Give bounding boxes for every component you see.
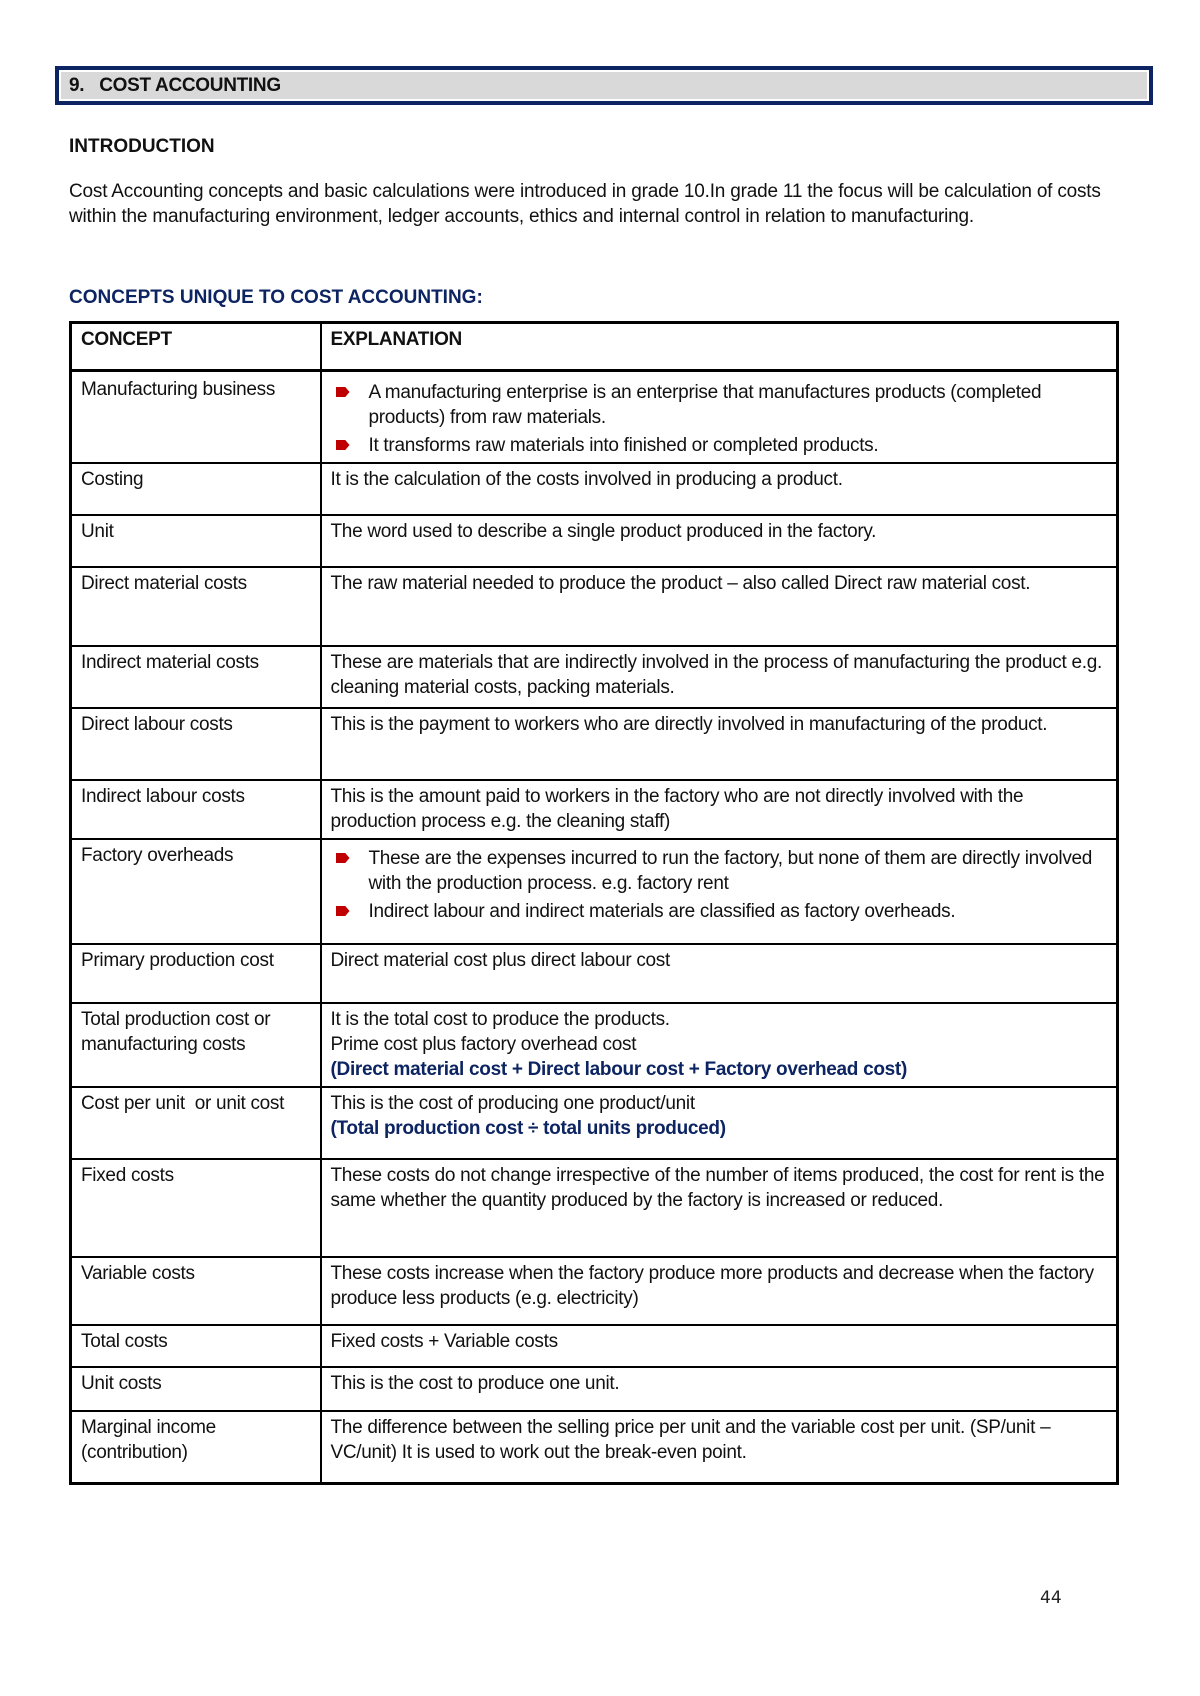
section-header [55, 66, 1153, 105]
explanation-line: This is the cost of producing one product/unit [330, 1093, 695, 1114]
red-arrow-bullet-icon [336, 906, 350, 916]
explanation-cell: These are materials that are indirectly involved in the process of manufacturing the product e.g. cleaning material costs, packing materials. [321, 646, 1118, 708]
concept-cell: Primary production cost [71, 944, 321, 1003]
table-row [71, 839, 1118, 944]
concept-cell: Variable costs [71, 1257, 321, 1325]
column-header-explanation: EXPLANATION [321, 323, 1118, 371]
concept-cell: Fixed costs [71, 1159, 321, 1257]
table-row [71, 1159, 1118, 1257]
formula-text: (Total production cost ÷ total units produced) [330, 1118, 726, 1139]
bullet-item: These are the expenses incurred to run the factory, but none of them are directly involved with the production process. e.g. factory rent [331, 846, 1109, 896]
table-row [71, 463, 1118, 515]
concept-cell: Factory overheads [71, 839, 321, 944]
introduction-text: Cost Accounting concepts and basic calculations were introduced in grade 10.In grade 11 the focus will be calculation of costs within the manufacturing environment, ledger accounts, ethics and internal control in relation to manufacturing. [69, 181, 1101, 227]
concept-cell: Direct material costs [71, 567, 321, 646]
explanation-cell: These costs increase when the factory produce more products and decrease when the factory produce less products (e.g. electricity) [321, 1257, 1118, 1325]
explanation-cell: Fixed costs + Variable costs [321, 1325, 1118, 1367]
explanation-cell [321, 1087, 1118, 1159]
concepts-heading: CONCEPTS UNIQUE TO COST ACCOUNTING: [69, 287, 483, 308]
table-row [71, 646, 1118, 708]
explanation-line: It is the total cost to produce the products. [330, 1009, 670, 1030]
red-arrow-bullet-icon [336, 853, 350, 863]
explanation-cell: The word used to describe a single product produced in the factory. [321, 515, 1118, 567]
table-row [71, 1257, 1118, 1325]
explanation-cell: These costs do not change irrespective of the number of items produced, the cost for rent is the same whether the quantity produced by the factory is increased or reduced. [321, 1159, 1118, 1257]
concepts-table [69, 321, 1119, 1485]
introduction-heading: INTRODUCTION [69, 136, 215, 157]
bullet-item: Indirect labour and indirect materials are classified as factory overheads. [331, 899, 1109, 924]
table-row [71, 708, 1118, 780]
table-row [71, 515, 1118, 567]
bullet-item: It transforms raw materials into finished or completed products. [331, 433, 1109, 458]
concept-cell: Unit [71, 515, 321, 567]
concept-cell: Costing [71, 463, 321, 515]
table-row [71, 1325, 1118, 1367]
explanation-cell [321, 839, 1118, 944]
concept-cell: Manufacturing business [71, 371, 321, 464]
red-arrow-bullet-icon [336, 387, 350, 397]
concept-cell: Total costs [71, 1325, 321, 1367]
explanation-cell: It is the calculation of the costs involved in producing a product. [321, 463, 1118, 515]
concept-cell: Unit costs [71, 1367, 321, 1411]
table-row [71, 567, 1118, 646]
explanation-line: Prime cost plus factory overhead cost [330, 1034, 637, 1055]
explanation-cell: The raw material needed to produce the product – also called Direct raw material cost. [321, 567, 1118, 646]
formula-text: (Direct material cost + Direct labour cost + Factory overhead cost) [330, 1059, 907, 1080]
explanation-cell [321, 371, 1118, 464]
table-row [71, 1411, 1118, 1483]
table-row [71, 780, 1118, 839]
explanation-cell: Direct material cost plus direct labour cost [321, 944, 1118, 1003]
table-row [71, 1003, 1118, 1087]
concept-cell: Indirect material costs [71, 646, 321, 708]
column-header-concept: CONCEPT [71, 323, 321, 371]
table-row [71, 944, 1118, 1003]
concept-cell: Total production cost or manufacturing costs [71, 1003, 321, 1087]
explanation-cell: This is the payment to workers who are directly involved in manufacturing of the product. [321, 708, 1118, 780]
concept-cell: Direct labour costs [71, 708, 321, 780]
section-title: COST ACCOUNTING [99, 75, 281, 96]
explanation-cell [321, 1003, 1118, 1087]
red-arrow-bullet-icon [336, 440, 350, 450]
concept-cell: Cost per unit or unit cost [71, 1087, 321, 1159]
page-number: 44 [1040, 1588, 1062, 1608]
table-row [71, 1087, 1118, 1159]
explanation-cell: This is the amount paid to workers in the factory who are not directly involved with the production process e.g. the cleaning staff) [321, 780, 1118, 839]
table-header-row [71, 323, 1118, 371]
table-row [71, 1367, 1118, 1411]
bullet-list [331, 846, 1109, 924]
bullet-item: A manufacturing enterprise is an enterprise that manufactures products (completed products) from raw materials. [331, 380, 1109, 430]
concept-cell: Marginal income (contribution) [71, 1411, 321, 1483]
table-row [71, 371, 1118, 464]
explanation-cell: The difference between the selling price per unit and the variable cost per unit. (SP/unit – VC/unit) It is used to work out the break-even point. [321, 1411, 1118, 1483]
concept-cell: Indirect labour costs [71, 780, 321, 839]
bullet-list [331, 380, 1109, 458]
section-number: 9. [69, 75, 85, 96]
explanation-cell: This is the cost to produce one unit. [321, 1367, 1118, 1411]
